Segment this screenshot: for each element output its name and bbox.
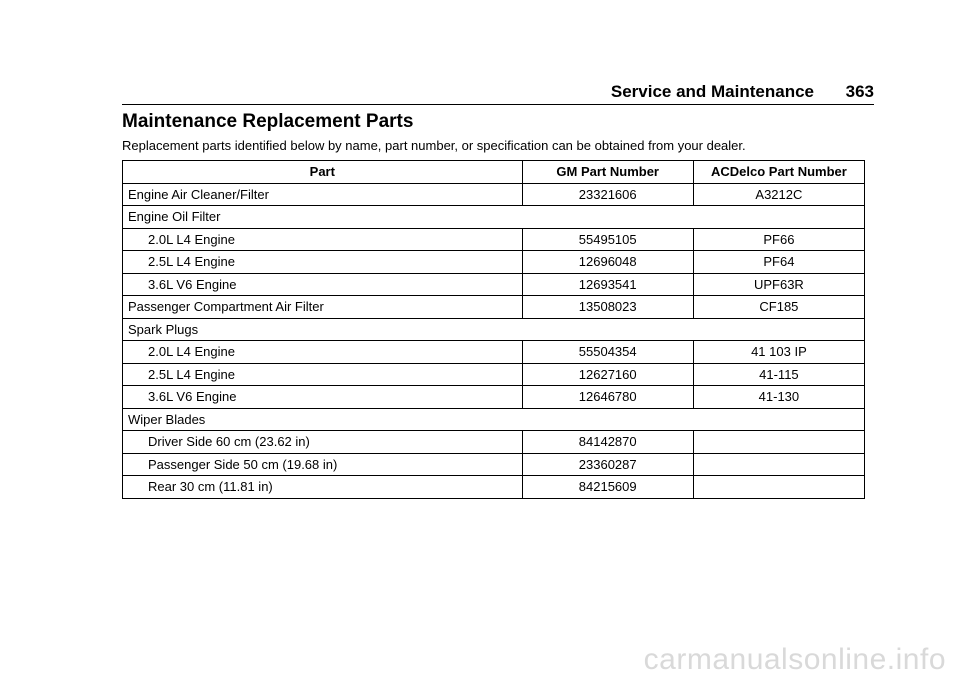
column-header-gm: GM Part Number bbox=[522, 161, 693, 184]
acdelco-part-number-cell: PF64 bbox=[693, 251, 864, 274]
acdelco-part-number-cell: PF66 bbox=[693, 228, 864, 251]
part-name-cell: 2.5L L4 Engine bbox=[123, 363, 523, 386]
table-row bbox=[123, 453, 865, 476]
group-label: Wiper Blades bbox=[123, 408, 865, 431]
table-row bbox=[123, 206, 865, 229]
watermark: carmanualsonline.info bbox=[643, 643, 946, 676]
part-name-cell: Engine Air Cleaner/Filter bbox=[123, 183, 523, 206]
section-name: Service and Maintenance bbox=[610, 82, 814, 101]
group-label: Spark Plugs bbox=[123, 318, 865, 341]
acdelco-part-number-cell bbox=[693, 476, 864, 499]
parts-table bbox=[122, 160, 865, 499]
part-name-cell: Driver Side 60 cm (23.62 in) bbox=[123, 431, 523, 454]
table-row bbox=[123, 363, 865, 386]
gm-part-number-cell: 23321606 bbox=[522, 183, 693, 206]
gm-part-number-cell: 13508023 bbox=[522, 296, 693, 319]
acdelco-part-number-cell: 41-130 bbox=[693, 386, 864, 409]
intro-text: Replacement parts identified below by name, part number, or specification can be obtained from your dealer. bbox=[122, 138, 746, 153]
part-name-cell: Rear 30 cm (11.81 in) bbox=[123, 476, 523, 499]
part-name-cell: 3.6L V6 Engine bbox=[123, 273, 523, 296]
table-row bbox=[123, 228, 865, 251]
table-row bbox=[123, 251, 865, 274]
part-name-cell: Passenger Side 50 cm (19.68 in) bbox=[123, 453, 523, 476]
acdelco-part-number-cell: CF185 bbox=[693, 296, 864, 319]
table-header-row bbox=[123, 161, 865, 184]
gm-part-number-cell: 12693541 bbox=[522, 273, 693, 296]
group-label: Engine Oil Filter bbox=[123, 206, 865, 229]
column-header-acdelco: ACDelco Part Number bbox=[693, 161, 864, 184]
table-row bbox=[123, 386, 865, 409]
page-title: Maintenance Replacement Parts bbox=[122, 111, 414, 132]
part-name-cell: Passenger Compartment Air Filter bbox=[123, 296, 523, 319]
gm-part-number-cell: 23360287 bbox=[522, 453, 693, 476]
running-header bbox=[122, 80, 874, 105]
part-name-cell: 3.6L V6 Engine bbox=[123, 386, 523, 409]
table-row bbox=[123, 408, 865, 431]
table-row bbox=[123, 476, 865, 499]
gm-part-number-cell: 12627160 bbox=[522, 363, 693, 386]
gm-part-number-cell: 84215609 bbox=[522, 476, 693, 499]
table-row bbox=[123, 318, 865, 341]
part-name-cell: 2.5L L4 Engine bbox=[123, 251, 523, 274]
table-row bbox=[123, 341, 865, 364]
gm-part-number-cell: 55504354 bbox=[522, 341, 693, 364]
acdelco-part-number-cell: UPF63R bbox=[693, 273, 864, 296]
parts-table-body bbox=[123, 183, 865, 498]
part-name-cell: 2.0L L4 Engine bbox=[123, 228, 523, 251]
gm-part-number-cell: 12646780 bbox=[522, 386, 693, 409]
part-name-cell: 2.0L L4 Engine bbox=[123, 341, 523, 364]
gm-part-number-cell: 55495105 bbox=[522, 228, 693, 251]
acdelco-part-number-cell: 41 103 IP bbox=[693, 341, 864, 364]
acdelco-part-number-cell: 41-115 bbox=[693, 363, 864, 386]
acdelco-part-number-cell bbox=[693, 431, 864, 454]
acdelco-part-number-cell: A3212C bbox=[693, 183, 864, 206]
gm-part-number-cell: 12696048 bbox=[522, 251, 693, 274]
column-header-part: Part bbox=[123, 161, 523, 184]
table-row bbox=[123, 273, 865, 296]
table-row bbox=[123, 296, 865, 319]
acdelco-part-number-cell bbox=[693, 453, 864, 476]
table-row bbox=[123, 183, 865, 206]
gm-part-number-cell: 84142870 bbox=[522, 431, 693, 454]
page-number: 363 bbox=[845, 82, 874, 101]
table-row bbox=[123, 431, 865, 454]
